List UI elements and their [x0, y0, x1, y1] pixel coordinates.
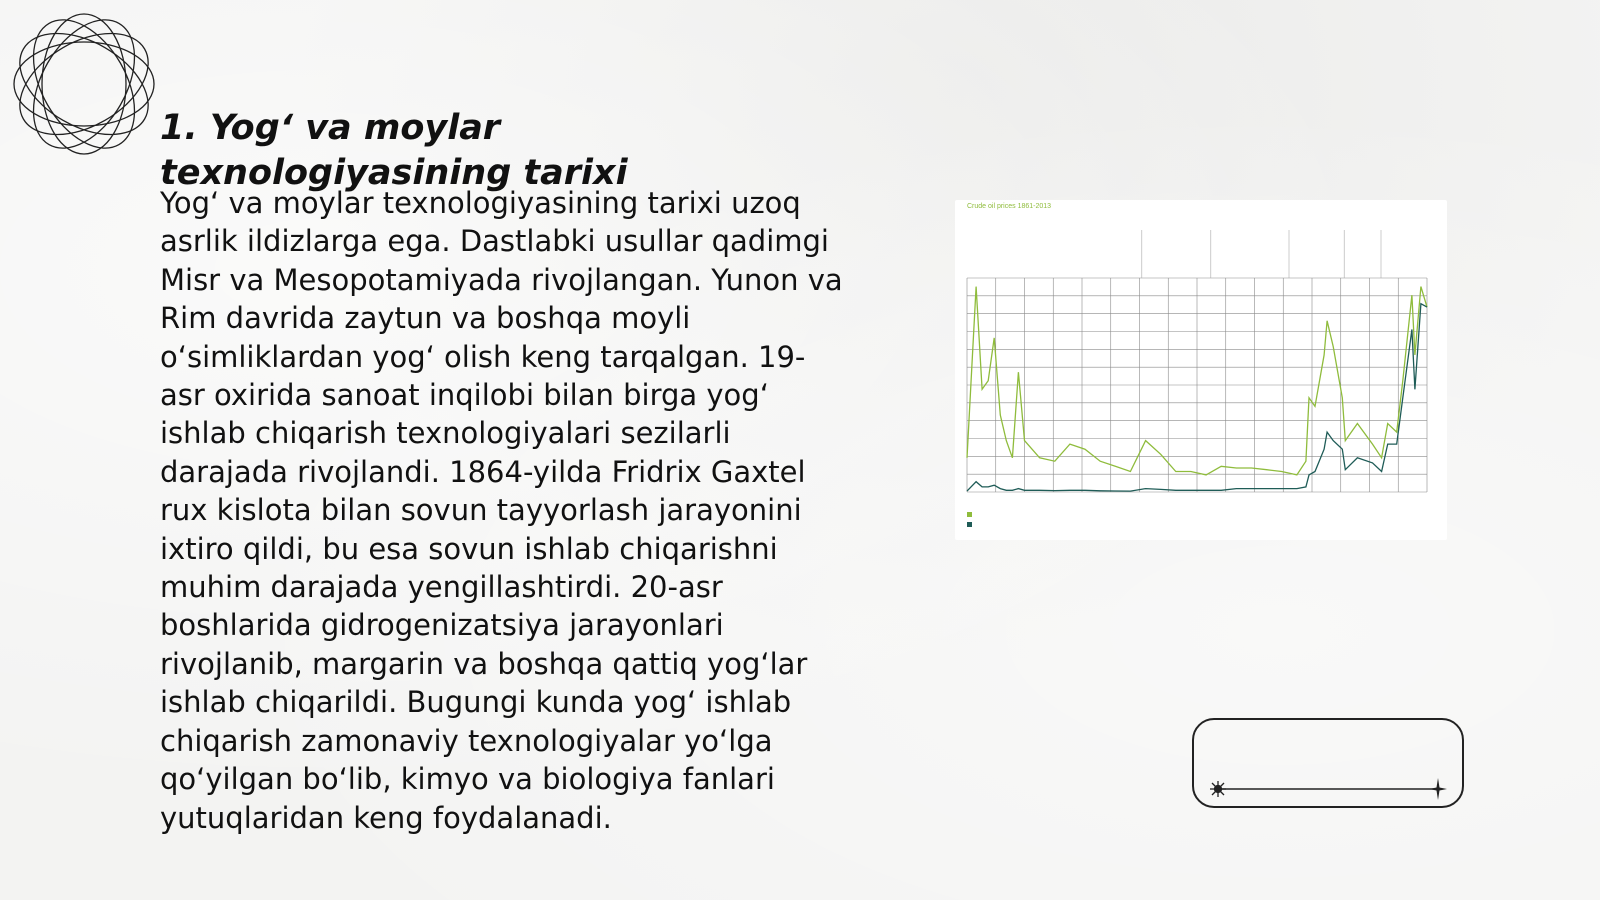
oil-price-chart-image [955, 200, 1447, 540]
sparkle-icon [1429, 778, 1447, 800]
oil-price-chart [955, 200, 1447, 540]
slide-title: 1. Yog‘ va moylar texnologiyasining tarixi [160, 108, 628, 193]
legend-swatch-dark [967, 522, 972, 527]
chart-legend [967, 512, 972, 527]
slider-widget[interactable] [1192, 718, 1464, 808]
sun-icon [1210, 781, 1226, 797]
slider-track [1194, 720, 1466, 810]
chart-grid [967, 230, 1427, 492]
legend-swatch-light [967, 512, 972, 517]
slide-body-text: Yog‘ va moylar texnologiyasining tarixi uzoq asrlik ildizlarga ega. Dastlabki usullar qadimgi Misr va Mesopotamiyada rivojlangan. Yunon va Rim davrida zaytun va boshqa moyli o‘simliklardan yog‘ olish keng tarqalgan. 19-asr oxirida sanoat inqilobi bilan birga yog‘ ishlab chiqarish texnologiyalari sezilarli darajada rivojlandi. 1864-yilda Fridrix Gaxtel rux kislota bilan sovun tayyorlash jarayonini ixtiro qildi, bu esa sovun ishlab chiqarishni muhim darajada yengillashtirdi. 20-asr boshlarida gidrogenizatsiya jarayonlari rivojlanib, margarin va boshqa qattiq yog‘lar ishlab chiqarildi. Bugungi kunda yog‘ ishlab chiqarish zamonaviy texnologiyalar yo‘lga qo‘yilgan bo‘lib, kimyo va biologiya fanlari yutuqlaridan keng foydalanadi. [160, 186, 843, 835]
decorative-ornament-icon [8, 8, 160, 160]
chart-caption: Crude oil prices 1861-2013 [967, 203, 1052, 210]
